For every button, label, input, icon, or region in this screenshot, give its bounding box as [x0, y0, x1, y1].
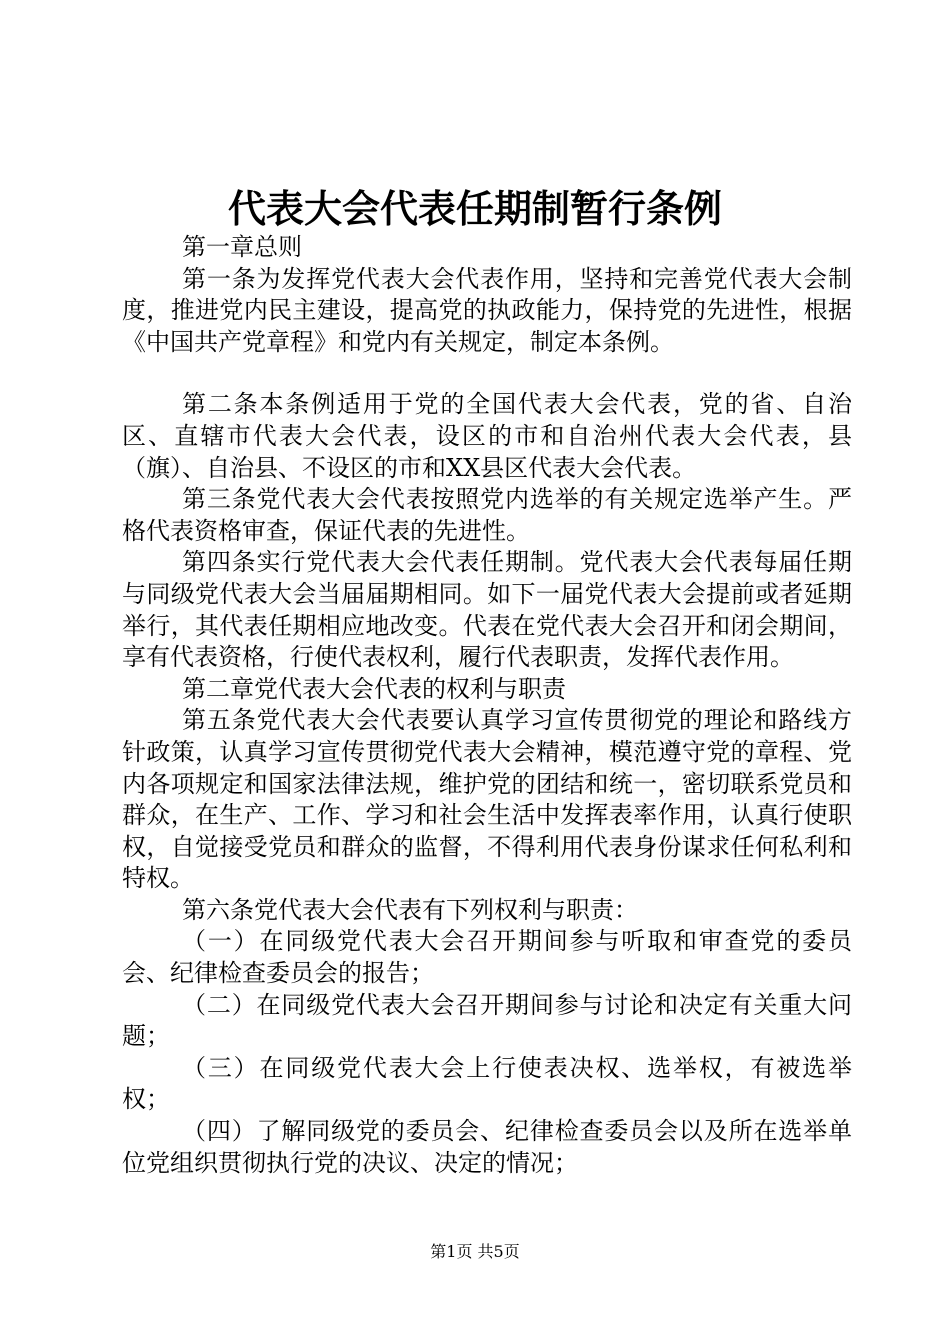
- article-paragraph: 第二条本条例适用于党的全国代表大会代表，党的省、自治区、直辖市代表大会代表，设区的市和自治州代表大会代表，县（旗）、自治县、不设区的市和XX县区代表大会代表。: [122, 390, 852, 482]
- chapter-heading: 第一章总则: [182, 233, 302, 261]
- document-body: [122, 232, 852, 1179]
- article-paragraph: 第五条党代表大会代表要认真学习宣传贯彻党的理论和路线方针政策，认真学习宣传贯彻党代表大会精神，模范遵守党的章程、党内各项规定和国家法律法规，维护党的团结和统一，密切联系党员和群众，在生产、工作、学习和社会生活中发挥表率作用，认真行使职权，自觉接受党员和群众的监督，不得利用代表身份谋求任何私利和特权。: [122, 706, 852, 893]
- article-paragraph: 第三条党代表大会代表按照党内选举的有关规定选举产生。严格代表资格审查，保证代表的先进性。: [122, 485, 852, 545]
- list-item-paragraph: （二）在同级党代表大会召开期间参与讨论和决定有关重大问题；: [122, 990, 852, 1051]
- list-item-paragraph: （一）在同级党代表大会召开期间参与听取和审查党的委员会、纪律检查委员会的报告；: [122, 927, 852, 988]
- list-item-paragraph: （四）了解同级党的委员会、纪律检查委员会以及所在选举单位党组织贯彻执行党的决议、决定的情况；: [122, 1117, 852, 1177]
- chapter-heading: 第二章党代表大会代表的权利与职责: [182, 674, 566, 703]
- list-item-paragraph: （三）在同级党代表大会上行使表决权、选举权，有被选举权；: [122, 1053, 852, 1114]
- article-paragraph: 第四条实行党代表大会代表任期制。党代表大会代表每届任期与同级党代表大会当届届期相同。如下一届党代表大会提前或者延期举行，其代表任期相应地改变。代表在党代表大会召开和闭会期间，享有代表资格，行使代表权利，履行代表职责，发挥代表作用。: [122, 548, 852, 672]
- document-title: 代表大会代表任期制暂行条例: [227, 186, 722, 231]
- page-number-footer: 第1页 共5页: [430, 1242, 520, 1261]
- article-paragraph: 第六条党代表大会代表有下列权利与职责：: [182, 895, 638, 924]
- article-paragraph: 第一条为发挥党代表大会代表作用，坚持和完善党代表大会制度，推进党内民主建设，提高党的执政能力，保持党的先进性，根据《中国共产党章程》和党内有关规定，制定本条例。: [122, 264, 852, 356]
